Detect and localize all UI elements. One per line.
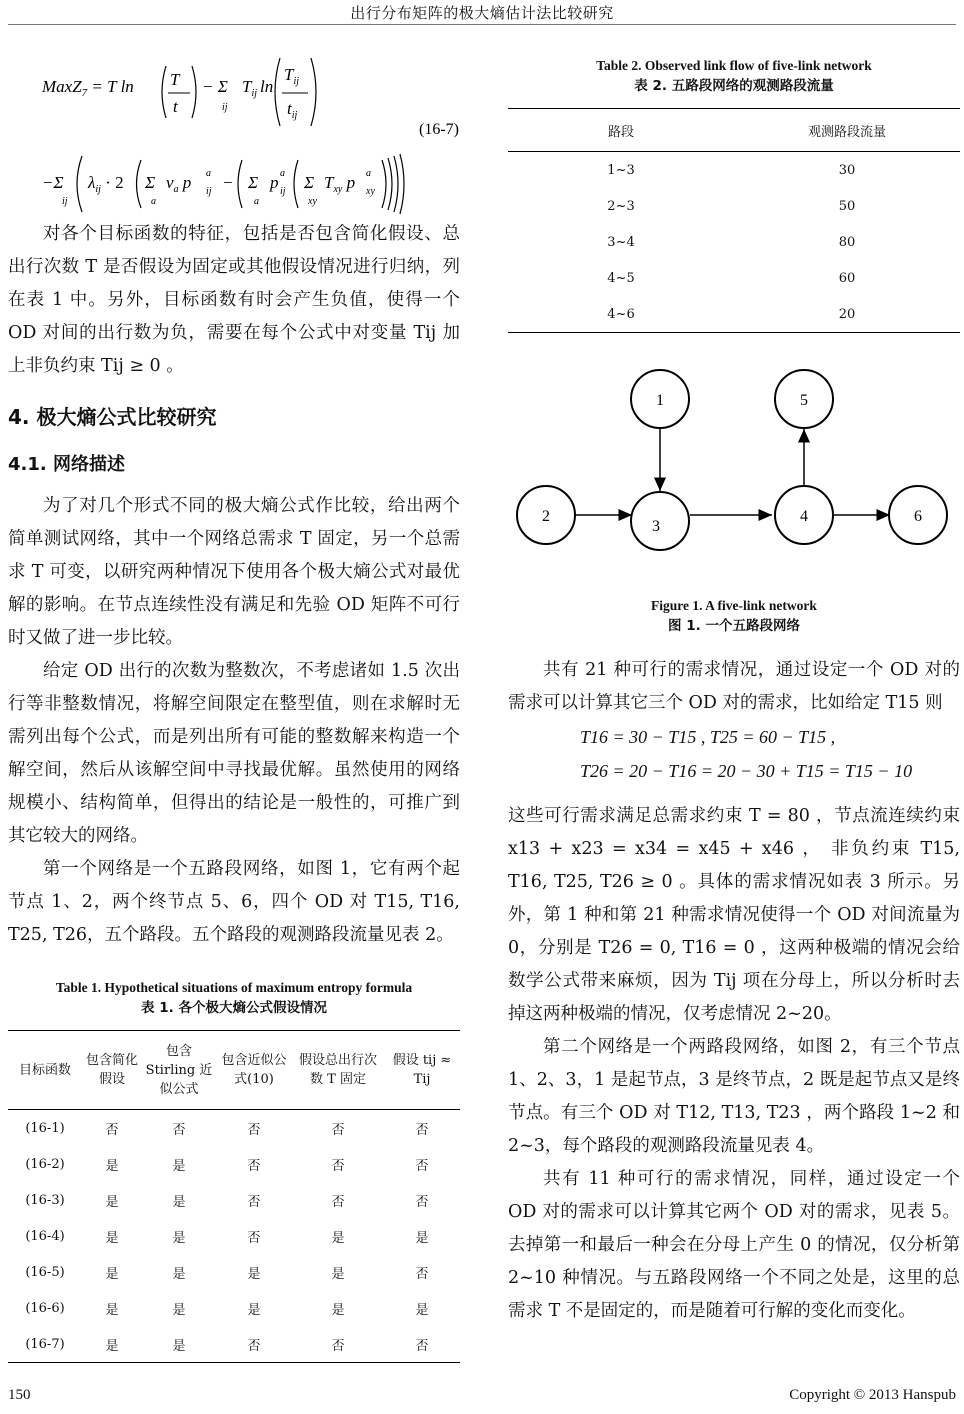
display-equation-2: T26 = 20 − T16 = 20 − 30 + T15 = T15 − 10	[580, 761, 913, 781]
svg-text:p: p	[270, 173, 279, 192]
table1-cell: 是	[105, 1230, 119, 1246]
table1-cell: 否	[331, 1122, 345, 1138]
svg-text:ln: ln	[260, 77, 274, 96]
node-label: 2	[542, 508, 550, 525]
table1-cell: 是	[172, 1266, 186, 1282]
svg-text:a: a	[151, 196, 156, 207]
table1-cell: 否	[247, 1338, 261, 1354]
table2-row	[508, 224, 960, 260]
svg-text:− Σ: − Σ	[202, 77, 228, 96]
section-4-title: 4. 极大熵公式比较研究	[8, 405, 217, 429]
table2-cell: 4~6	[607, 306, 635, 322]
table2-row	[508, 152, 960, 189]
table1-cell: (16-5)	[25, 1264, 65, 1280]
svg-text:xy: xy	[366, 186, 375, 197]
right-paragraph-1: 共有 21 种可行的需求情况，通过设定一个 OD 对的需求可以计算其它三个 OD 对的需求，比如给定 T15 则	[508, 660, 960, 713]
running-header: 出行分布矩阵的极大熵估计法比较研究	[350, 4, 614, 22]
table1-cell: 是	[247, 1266, 261, 1282]
table1-cell: 是	[331, 1230, 345, 1246]
table1-cell: 是	[172, 1194, 186, 1210]
table1-row	[8, 1146, 460, 1182]
table1-cell: 是	[247, 1302, 261, 1318]
table1-cell: (16-4)	[25, 1228, 65, 1244]
table1-row	[8, 1218, 460, 1254]
svg-text:a: a	[280, 168, 285, 179]
table2-row	[508, 188, 960, 224]
table1-cell: 是	[105, 1158, 119, 1174]
table1-cell: 否	[247, 1122, 261, 1138]
right-column	[508, 30, 960, 1328]
table1-cell: 是	[105, 1302, 119, 1318]
table1-cell: 否	[331, 1338, 345, 1354]
header-rule	[8, 24, 956, 25]
table2-cell: 30	[838, 162, 856, 178]
table1-caption-en: Table 1. Hypothetical situations of maximum entropy formula	[55, 980, 413, 995]
node-3	[631, 492, 689, 550]
table2-caption-zh: 表 2. 五路段网络的观测路段流量	[634, 78, 834, 94]
table1-header-row	[8, 1031, 460, 1110]
table1-cell: 否	[415, 1122, 429, 1138]
left-paragraph-3: 给定 OD 出行的次数为整数次，不考虑诸如 1.5 次出行等非整数情况，将解空间限定在整型值，则在求解时无需列出每个公式，而是列出所有可能的整数解来构造一个解空间，然后从该解空间中寻找最优解。虽然使用的网络规模小、结构简单，但得出的结论是一般性的，可推广到其它较大的网络。	[8, 661, 460, 846]
right-paragraph-2: 这些可行需求满足总需求约束 T = 80 ，节点流连续约束 x13 + x23 = x34 = x45 + x46 ， 非负约束 T15, T16, T25, T26 ≥ 0 。具体的需求情况如表 3 所示。另外，第 1 种和第 21 种需求情况使得一个 OD 对间流量为 0，分别是 T26 = 0, T16 = 0 ，这两种极端的情况会给数学公式带来麻烦，因为 Tij 项在分母上，所以分析时去掉这两种极端的情况，仅考虑情况 2~20。	[508, 806, 960, 1024]
svg-text:Σ: Σ	[145, 173, 156, 192]
table1-cell: (16-3)	[25, 1192, 65, 1208]
table1-cell: 是	[331, 1266, 345, 1282]
svg-text:Σ: Σ	[248, 173, 259, 192]
svg-text:va p: $v_a$ p	[166, 173, 192, 195]
node-label: 5	[800, 392, 808, 409]
table1-cell: 否	[105, 1122, 119, 1138]
svg-text:T: T	[170, 70, 180, 89]
table1-cell: 是	[105, 1338, 119, 1354]
table2-cell: 80	[838, 234, 856, 250]
table1-cell: 是	[415, 1230, 429, 1246]
table1-header: 假设总出行次数 T 固定	[298, 1053, 377, 1087]
table1-cell: (16-7)	[25, 1336, 65, 1352]
table2-row	[508, 296, 960, 333]
equation-svg	[8, 30, 460, 207]
svg-text:−: −	[222, 173, 234, 192]
left-column	[8, 30, 460, 1363]
node-label: 1	[656, 392, 664, 409]
node-label: 3	[652, 518, 660, 535]
table1-header: 假设 tij ≈ Tij	[392, 1053, 452, 1087]
figure1-caption-en: Figure 1. A five-link network	[651, 598, 817, 613]
table-1	[8, 1030, 460, 1363]
svg-text:MaxZ7 = T ln: MaxZ$_7$ = T ln	[42, 77, 134, 99]
table2-header-row	[508, 109, 960, 152]
table2-header: 观测路段流量	[807, 124, 886, 140]
table1-cell: 否	[247, 1158, 261, 1174]
svg-text:ij: ij	[222, 102, 228, 113]
table1-header: 包含 Stirling 近似公式	[145, 1043, 213, 1097]
svg-text:tij: $t_{ij}$	[287, 99, 298, 121]
left-paragraph-2: 为了对几个形式不同的极大熵公式作比较，给出两个简单测试网络，其中一个网络总需求 T 固定，另一个总需求 T 可变，以研究两种情况下使用各个极大熵公式对最优解的影响。在节点连续性没有满足和先验 OD 矩阵不可行时又做了进一步比较。	[8, 496, 460, 648]
table1-header: 包含简化假设	[85, 1053, 138, 1087]
table1-cell: 是	[415, 1302, 429, 1318]
node-label: 4	[800, 508, 808, 525]
svg-text:t: t	[173, 97, 178, 116]
table2-cell: 60	[838, 270, 856, 286]
table1-caption-zh: 表 1. 各个极大熵公式假设情况	[141, 1000, 327, 1016]
table1-cell: 否	[331, 1194, 345, 1210]
svg-text:ij: ij	[206, 186, 212, 197]
svg-text:−Σ: −Σ	[42, 173, 64, 192]
table1-cell: 否	[415, 1266, 429, 1282]
table1-cell: (16-6)	[25, 1300, 65, 1316]
table1-cell: 是	[172, 1230, 186, 1246]
svg-text:a: a	[366, 168, 371, 179]
table1-cell: 否	[331, 1158, 345, 1174]
table1-header: 目标函数	[18, 1062, 71, 1078]
table1-cell: 否	[172, 1122, 186, 1138]
table1-cell: 是	[105, 1266, 119, 1282]
table2-row	[508, 260, 960, 296]
svg-text:xy: xy	[308, 196, 317, 207]
right-paragraph-3: 第二个网络是一个两路段网络，如图 2，有三个节点 1、2、3，1 是起节点，3 是终节点，2 既是起节点又是终节点。有三个 OD 对 T12, T13, T23 ，两个路段 1~2 和 2~3，每个路段的观测路段流量见表 4。	[508, 1037, 960, 1156]
table1-cell: (16-1)	[25, 1120, 65, 1136]
table2-cell: 2~3	[607, 198, 635, 214]
table2-cell: 1~3	[607, 162, 635, 178]
svg-text:λij · 2: $\lambda_{ij} \cdot 2$	[88, 173, 124, 195]
table1-row	[8, 1254, 460, 1290]
svg-text:ij: ij	[62, 196, 68, 207]
left-paragraph-4: 第一个网络是一个五路段网络，如图 1，它有两个起节点 1、2，两个终节点 5、6，四个 OD 对 T15, T16, T25, T26，五个路段。五个路段的观测路段流量见表 2。	[8, 859, 460, 945]
table1-cell: 否	[247, 1194, 261, 1210]
table2-caption-en: Table 2. Observed link flow of five-link network	[596, 58, 872, 73]
table1-cell: 否	[415, 1338, 429, 1354]
table-2	[508, 108, 960, 333]
figure1-caption-zh: 图 1. 一个五路段网络	[668, 618, 800, 634]
right-paragraph-4: 共有 11 种可行的需求情况，同样，通过设定一个 OD 对的需求可以计算其它两个 OD 对的需求，见表 5。去掉第一和最后一种会在分母上产生 0 的情况，仅分析第 2~10 种情况。与五路段网络一个不同之处是，这里的总需求 T 不是固定的，而是随着可行解的变化而变化。	[508, 1169, 960, 1321]
svg-text:ij: ij	[280, 186, 286, 197]
table1-cell: 是	[172, 1158, 186, 1174]
table2-header: 路段	[607, 124, 634, 140]
table2-cell: 50	[838, 198, 856, 214]
table2-cell: 4~5	[607, 270, 635, 286]
table1-cell: 否	[415, 1158, 429, 1174]
table1-row	[8, 1290, 460, 1326]
copyright-notice: Copyright © 2013 Hanspub	[789, 1387, 956, 1403]
svg-text:Txy p: $T_{xy}$ p	[324, 173, 356, 195]
svg-text:Tij: $T_{ij}$	[284, 65, 300, 87]
page-number: 150	[8, 1387, 31, 1403]
table1-row	[8, 1326, 460, 1363]
left-paragraph-1: 对各个目标函数的特征，包括是否包含简化假设、总出行次数 T 是否假设为固定或其他假设情况进行归纳，列在表 1 中。另外，目标函数有时会产生负值，使得一个 OD 对间的出行数为负，需要在每个公式中对变量 Tij 加上非负约束 Tij ≥ 0 。	[8, 224, 460, 376]
table1-cell: (16-2)	[25, 1156, 65, 1172]
table2-cell: 3~4	[607, 234, 635, 250]
table1-cell: 是	[172, 1338, 186, 1354]
node-label: 6	[914, 508, 922, 525]
table1-row	[8, 1182, 460, 1218]
table1-cell: 是	[105, 1194, 119, 1210]
svg-text:Σ: Σ	[304, 173, 315, 192]
table1-header: 包含近似公式(10)	[221, 1053, 287, 1087]
svg-text:a: a	[254, 196, 259, 207]
display-equation-1: T16 = 30 − T15 , T25 = 60 − T15 ,	[580, 727, 836, 747]
figure-1-network	[508, 353, 960, 581]
table1-cell: 否	[247, 1230, 261, 1246]
svg-text:a: a	[206, 168, 211, 179]
subsection-4-1-title: 4.1. 网络描述	[8, 454, 125, 475]
table1-row	[8, 1110, 460, 1147]
table1-cell: 否	[415, 1194, 429, 1210]
svg-text:Tij: $T_{ij}$	[242, 77, 258, 99]
table1-cell: 是	[331, 1302, 345, 1318]
equation-16-7	[8, 30, 460, 207]
table2-cell: 20	[838, 306, 856, 322]
table1-cell: 是	[172, 1302, 186, 1318]
equation-tag: (16-7)	[419, 121, 459, 138]
